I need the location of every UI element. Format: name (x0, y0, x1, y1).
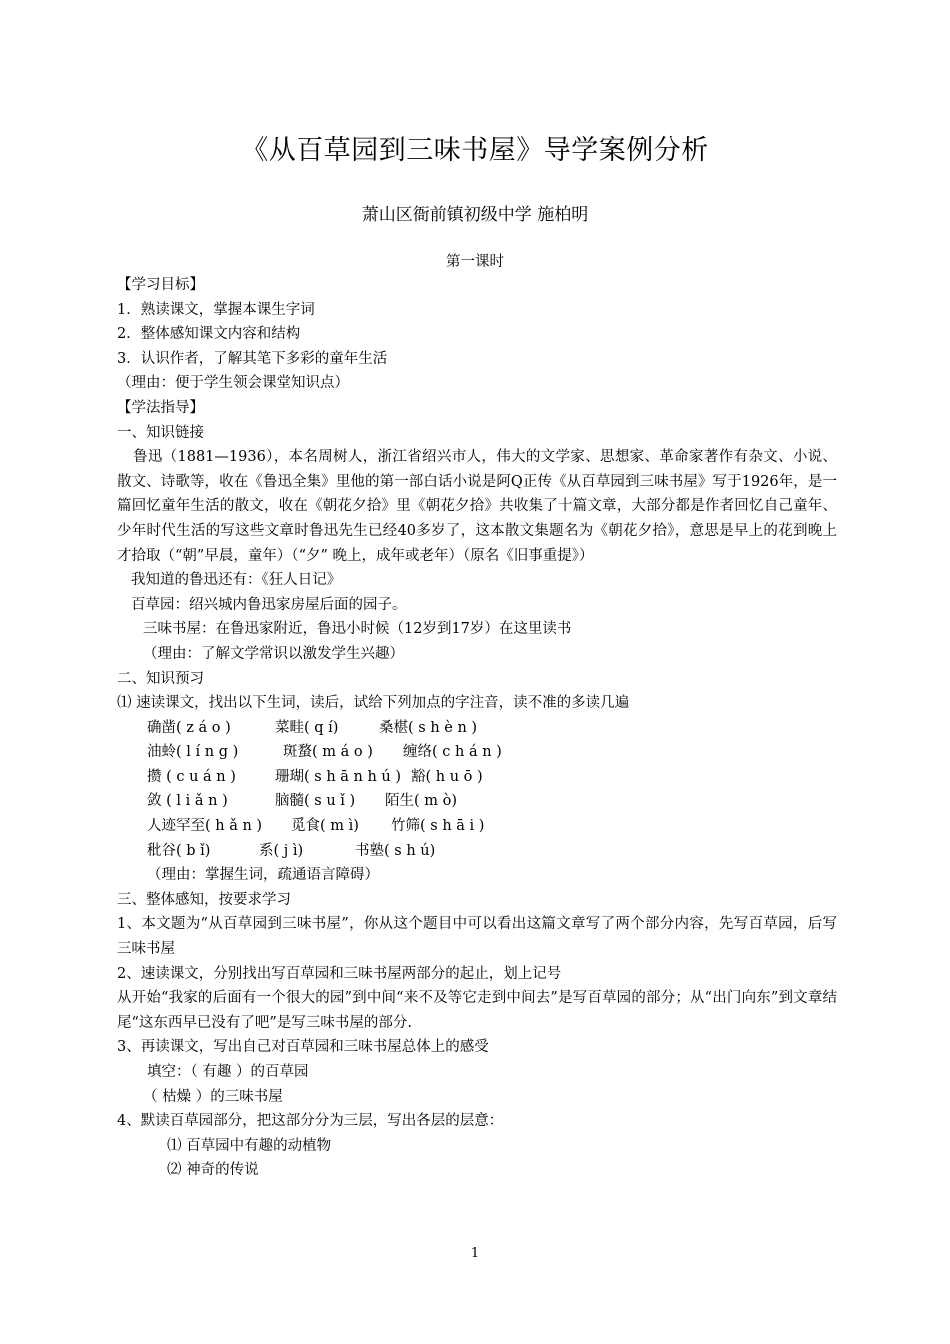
goal-item: 2．整体感知课文内容和结构 (117, 326, 301, 343)
question-4-item: ⑵ 神奇的传说 (167, 1162, 259, 1179)
question-2: 2、速读课文，分别找出写百草园和三味书屋两部分的起止，划上记号 (117, 965, 562, 982)
question-2-answer: 从开始“我家的后面有一个很大的园”到中间“来不及等它走到中间去”是写百草园的部分；从“出门向东”到文章结尾“这东西早已没有了吧”是写三味书屋的部分. (117, 990, 837, 1031)
vocab-item: 敛 ( l i ǎ n ) (147, 793, 228, 810)
section-preview: 二、知识预习 (117, 670, 204, 687)
vocab-item: 确凿( z á o ) (147, 719, 231, 736)
vocab-item: 陌生( m ò) (385, 793, 458, 810)
vocab-row (117, 740, 837, 765)
question-4-item: ⑴ 百草园中有趣的动植物 (167, 1137, 332, 1154)
question-3: 3、再读课文，写出自己对百草园和三味书屋总体上的感受 (117, 1039, 489, 1056)
luxun-intro-paragraph: 鲁迅（1881—1936），本名周树人，浙江省绍兴市人，伟大的文学家、思想家、革命家著作有杂文、小说、散文、诗歌等，收在《鲁迅全集》里他的第一部白话小说是阿Q正传《从百草园到三味书屋》写于1926年，是一篇回忆童年生活的散文，收在《朝花夕拾》里《朝花夕拾》共收集了十篇文章，大部分都是作者回忆自己童年、少年时代生活的写这些文章时鲁迅先生已经40多岁了，这本散文集题名为《朝花夕拾》，意思是早上的花到晚上才拾取（“朝”早晨，童年）（“夕” 晚上，成年或老年）（原名《旧事重提》） (117, 449, 837, 564)
vocab-item: 菜畦( q í) (275, 719, 339, 736)
known-works: 我知道的鲁迅还有：《狂人日记》 (131, 572, 342, 589)
preview-task: ⑴ 速读课文，找出以下生词，读后，试给下列加点的字注音，读不准的多读几遍 (117, 695, 630, 712)
question-4: 4、默读百草园部分，把这部分分为三层，写出各层的层意： (117, 1113, 504, 1130)
vocab-row (117, 839, 837, 864)
vocab-item: 桑椹( s h è n ) (379, 719, 478, 736)
page-number: 1 (470, 1246, 480, 1261)
document-title: 《从百草园到三味书屋》导学案例分析 (241, 135, 709, 166)
vocab-item: 油蛉( l í n g ) (147, 744, 239, 761)
section-overall: 三、整体感知，按要求学习 (117, 891, 291, 908)
link-reason: （理由：了解文学常识以激发学生兴趣） (143, 645, 404, 662)
vocab-row (117, 765, 837, 790)
question-1: 1、本文题为“从百草园到三味书屋”，你从这个题目中可以看出这篇文章写了两个部分内容，先写百草园，后写三味书屋 (117, 916, 837, 958)
vocab-row (117, 716, 837, 741)
vocab-item: 觅食( m ì) (291, 818, 359, 835)
vocab-item: 攒 ( c u á n ) (147, 768, 236, 785)
baicaoyuan-definition: 百草园：绍兴城内鲁迅家房屋后面的园子。 (131, 596, 407, 613)
vocab-item: 竹筛( s h ā i ) (391, 818, 485, 835)
goal-item: 1．熟读课文，掌握本课生字词 (117, 301, 315, 318)
method-heading: 【学法指导】 (117, 399, 204, 416)
document-body (117, 273, 837, 1183)
question-3-fill-1: 填空：（ 有趣 ）的百草园 (147, 1064, 309, 1080)
vocab-item: 书塾( s h ú) (355, 842, 436, 859)
goals-heading: 【学习目标】 (117, 277, 204, 293)
lesson-label: 第一课时 (446, 254, 504, 270)
sanwei-definition: 三味书屋：在鲁迅家附近，鲁迅小时候（12岁到17岁）在这里读书 (143, 621, 572, 638)
vocab-row (117, 814, 837, 839)
vocab-item: 秕谷( b ǐ) (147, 842, 211, 859)
goals-reason: （理由：便于学生领会课堂知识点） (117, 375, 349, 392)
question-3-fill-2: （ 枯燥 ）的三味书屋 (143, 1088, 283, 1105)
vocab-item: 斑蝥( m á o ) (283, 744, 373, 761)
vocab-item: 系( j ì) (259, 842, 304, 859)
vocab-item: 缠络( c h á n ) (403, 744, 502, 761)
vocab-item: 珊瑚( s h ā n h ú ) (275, 768, 402, 785)
vocab-item: 豁( h u ō ) (411, 768, 483, 785)
vocab-row (117, 789, 837, 814)
vocab-item: 脑髓( s u ǐ ) (275, 793, 356, 810)
vocab-item: 人迹罕至( h ǎ n ) (147, 818, 263, 835)
goal-item: 3．认识作者，了解其笔下多彩的童年生活 (117, 350, 388, 367)
author-line: 萧山区衙前镇初级中学 施柏明 (361, 205, 589, 225)
section-knowledge-link: 一、知识链接 (117, 424, 204, 441)
preview-reason: （理由：掌握生词，疏通语言障碍） (147, 867, 379, 884)
